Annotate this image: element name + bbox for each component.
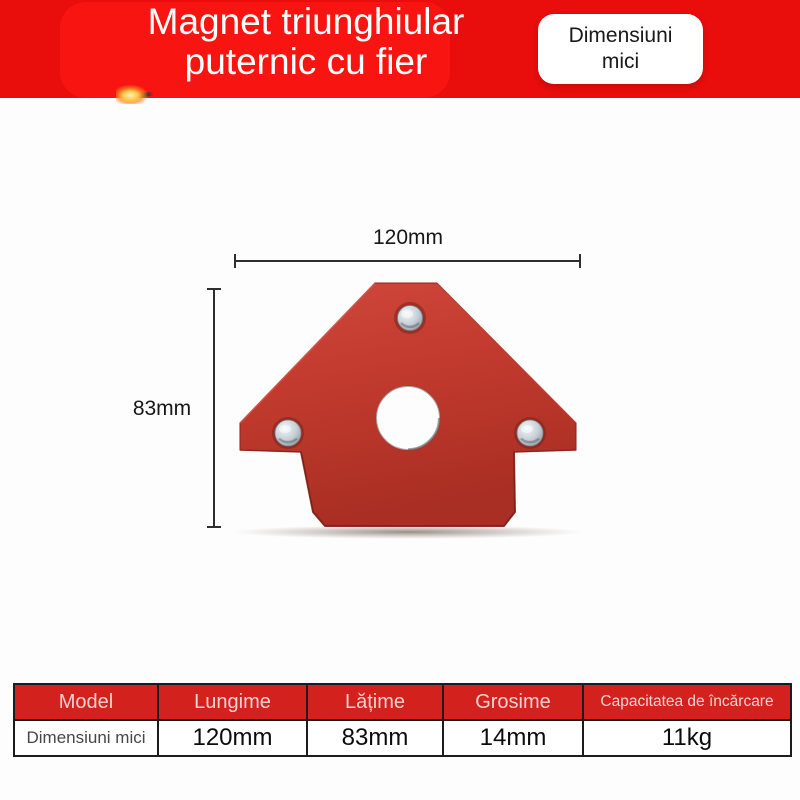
spec-header-length: Lungime bbox=[158, 684, 307, 720]
height-dimension-line bbox=[213, 288, 215, 528]
spec-value-thickness: 14mm bbox=[443, 720, 583, 756]
spec-value-capacity: 11kg bbox=[583, 720, 791, 756]
spec-table bbox=[13, 683, 792, 757]
width-dimension-label: 120mm bbox=[372, 226, 444, 249]
rivet-left-icon bbox=[272, 417, 304, 449]
header-banner bbox=[0, 0, 800, 98]
spec-value-width: 83mm bbox=[307, 720, 443, 756]
spec-header-capacity: Capacitatea de încărcare bbox=[583, 684, 791, 720]
product-title-line2: puternic cu fier bbox=[184, 41, 428, 82]
spark-glow bbox=[116, 85, 148, 104]
rivet-top-icon bbox=[394, 302, 426, 334]
spec-header-thickness: Grosime bbox=[443, 684, 583, 720]
width-dimension-line bbox=[234, 260, 581, 262]
welding-spark-icon bbox=[116, 85, 162, 104]
height-dimension-label: 83mm bbox=[132, 397, 192, 420]
size-badge bbox=[538, 14, 703, 84]
spec-header-model: Model bbox=[14, 684, 158, 720]
product-shadow bbox=[232, 525, 584, 539]
spec-value-row bbox=[14, 720, 791, 756]
rivet-right-icon bbox=[514, 417, 546, 449]
arrow-welding-magnet-image bbox=[225, 275, 585, 545]
product-title-line1: Magnet triunghiular bbox=[147, 1, 465, 42]
spec-value-model: Dimensiuni mici bbox=[14, 720, 158, 756]
size-badge-line2: mici bbox=[601, 50, 640, 73]
spec-header-row bbox=[14, 684, 791, 720]
product-title bbox=[0, 2, 612, 82]
spec-value-length: 120mm bbox=[158, 720, 307, 756]
size-badge-line1: Dimensiuni bbox=[568, 24, 673, 47]
spec-header-width: Lățime bbox=[307, 684, 443, 720]
